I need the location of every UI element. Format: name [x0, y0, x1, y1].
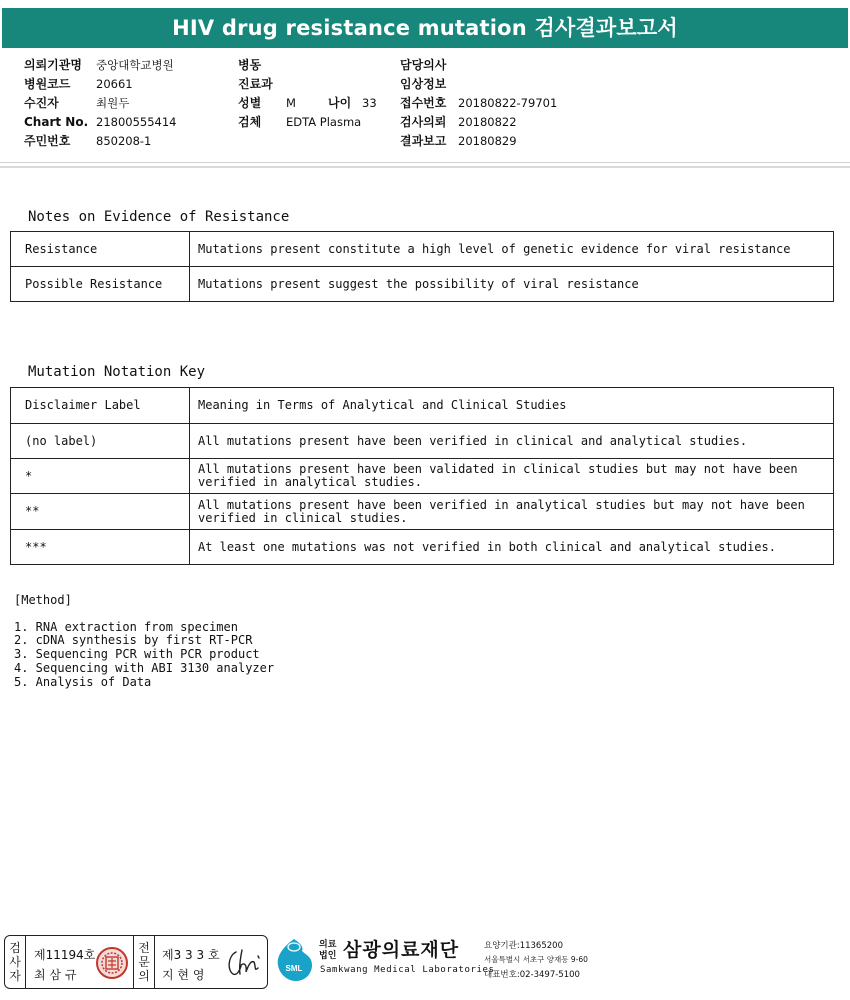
footer	[0, 933, 850, 993]
org-prefix: 의료 법인	[319, 940, 337, 961]
chart-no-value: 21800555414	[96, 115, 177, 129]
hospital-code-label: 병원코드	[24, 77, 71, 91]
tester-license-number: 제11194호	[34, 948, 96, 962]
patient-info-left	[24, 56, 176, 151]
chart-no-label: Chart No.	[24, 115, 89, 129]
resident-number-label: 주민번호	[24, 134, 71, 148]
org-phone: 대표번호:02-3497-5100	[484, 970, 580, 980]
patient-name-label: 수진자	[24, 96, 59, 110]
notation-text-cell: All mutations present have been verified in clinical and analytical studies.	[190, 424, 834, 459]
clinical-info-label: 임상정보	[400, 77, 447, 91]
notation-section-title: Mutation Notation Key	[28, 364, 206, 380]
attending-physician-label: 담당의사	[400, 58, 447, 72]
notation-text-cell: All mutations present have been verified in analytical studies but may not have been verified in clinical studies.	[190, 494, 834, 530]
method-step: 5. Analysis of Data	[14, 674, 152, 689]
method-step: 3. Sequencing PCR with PCR product	[14, 647, 260, 662]
age-label: 나이	[328, 96, 352, 110]
notation-label-cell: ***	[11, 530, 190, 565]
receipt-number-label: 접수번호	[400, 96, 447, 110]
table-row	[11, 424, 834, 459]
notation-header-label: Disclaimer Label	[11, 388, 190, 424]
evidence-label-cell: Resistance	[11, 232, 190, 267]
method-section	[14, 594, 274, 689]
method-step: 4. Sequencing with ABI 3130 analyzer	[14, 660, 275, 675]
method-step: 1. RNA extraction from specimen	[14, 619, 238, 634]
sml-logo-icon	[272, 935, 316, 985]
specialist-label: 전 문 의	[133, 936, 155, 988]
test-request-date-value: 20180822	[458, 115, 517, 129]
ward-label: 병동	[238, 58, 262, 72]
notation-header-text: Meaning in Terms of Analytical and Clinical Studies	[190, 388, 834, 424]
specialist-name: 지 현 영	[162, 968, 205, 982]
table-row	[11, 494, 834, 530]
evidence-text-cell: Mutations present constitute a high level of genetic evidence for viral resistance	[190, 232, 834, 267]
evidence-section-title: Notes on Evidence of Resistance	[28, 209, 290, 225]
sml-logo-text: SML	[285, 964, 303, 973]
table-row	[11, 232, 834, 267]
result-report-date-value: 20180829	[458, 134, 517, 148]
sex-value: M	[286, 96, 296, 110]
requesting-institution-value: 중앙대학교병원	[96, 58, 174, 72]
notation-label-cell: **	[11, 494, 190, 530]
header-divider-shadow	[0, 166, 850, 168]
table-header-row	[11, 388, 834, 424]
signature-icon	[224, 946, 262, 980]
header-divider	[0, 162, 850, 163]
table-row	[11, 267, 834, 302]
org-address: 서울특별시 서초구 양재동 9-60	[484, 955, 588, 964]
specimen-value: EDTA Plasma	[286, 115, 362, 129]
age-value: 33	[362, 96, 377, 110]
patient-info-right	[400, 56, 557, 151]
signature-box	[4, 935, 268, 989]
test-request-date-label: 검사의뢰	[400, 115, 447, 129]
org-name: 삼광의료재단	[343, 939, 460, 961]
result-report-date-label: 결과보고	[400, 134, 447, 148]
seal-stamp-icon	[94, 945, 130, 981]
requesting-institution-label: 의뢰기관명	[24, 58, 82, 72]
method-step: 2. cDNA synthesis by first RT-PCR	[14, 633, 253, 648]
tester-name: 최 삼 규	[34, 968, 77, 982]
specialist-license-number: 제3 3 3 호	[162, 948, 220, 962]
report-title: HIV drug resistance mutation 검사결과보고서	[2, 8, 848, 48]
notation-text-cell: All mutations present have been validated in clinical studies but may not have been verified in analytical studies.	[190, 459, 834, 494]
patient-name-value: 최원두	[96, 96, 130, 110]
evidence-table	[10, 231, 834, 302]
hospital-code-value: 20661	[96, 77, 133, 91]
sex-label: 성별	[238, 96, 262, 110]
resident-number-value: 850208-1	[96, 134, 152, 148]
evidence-text-cell: Mutations present suggest the possibility of viral resistance	[190, 267, 834, 302]
patient-info-middle	[238, 56, 377, 132]
specimen-label: 검체	[238, 115, 262, 129]
notation-table	[10, 387, 834, 565]
department-label: 진료과	[238, 77, 273, 91]
org-code: 요양기관:11365200	[484, 941, 563, 951]
evidence-label-cell: Possible Resistance	[11, 267, 190, 302]
org-name-english: Samkwang Medical Laboratories	[320, 965, 495, 975]
method-title: [Method]	[14, 593, 72, 607]
table-row	[11, 459, 834, 494]
notation-label-cell: *	[11, 459, 190, 494]
table-row	[11, 530, 834, 565]
receipt-number-value: 20180822-79701	[458, 96, 558, 110]
notation-text-cell: At least one mutations was not verified in both clinical and analytical studies.	[190, 530, 834, 565]
notation-label-cell: (no label)	[11, 424, 190, 459]
tester-label: 검 사 자	[5, 936, 26, 988]
